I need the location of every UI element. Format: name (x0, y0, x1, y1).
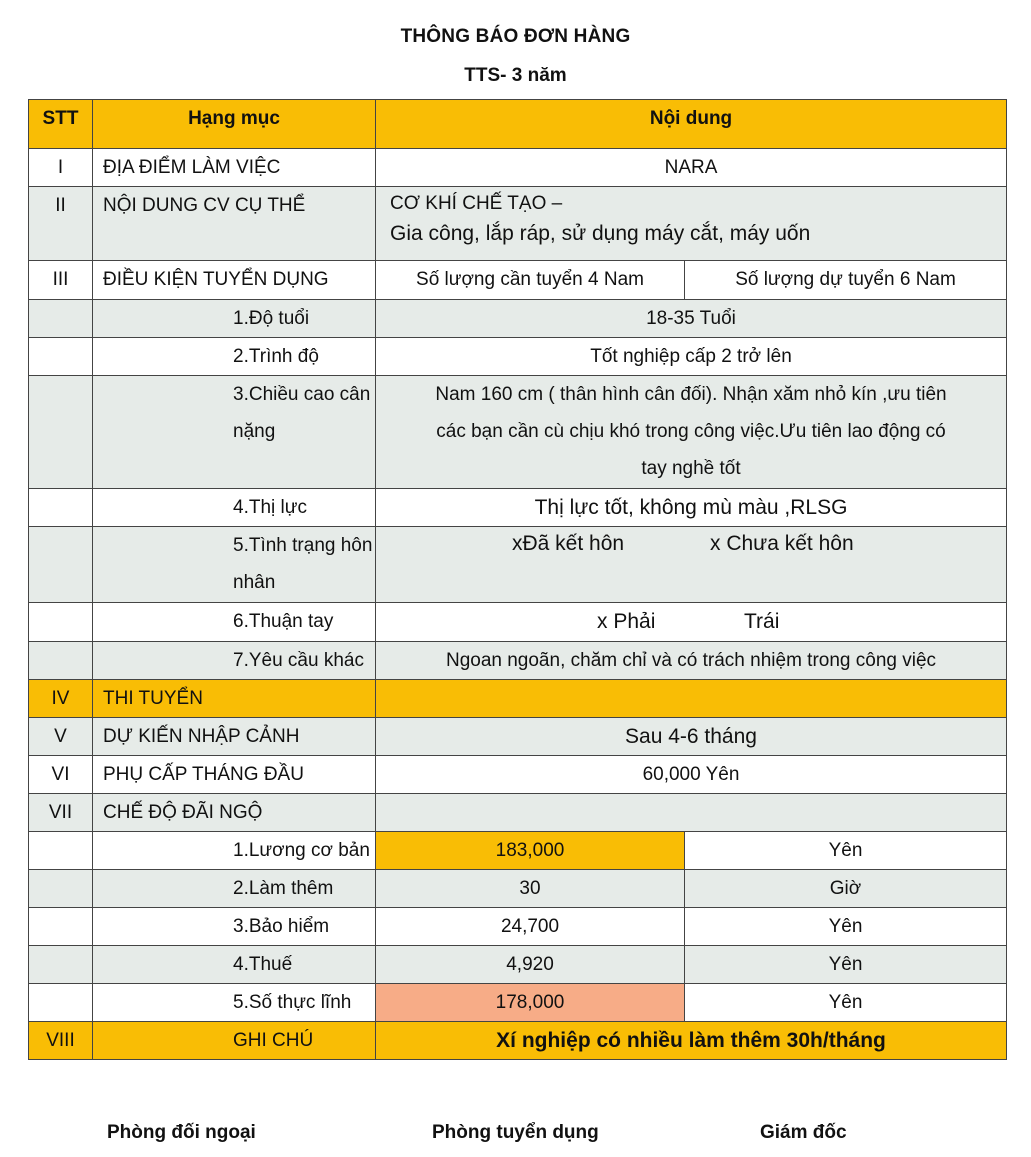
row-salary (29, 832, 1007, 870)
stt-cell: VII (29, 794, 93, 832)
label-cell: 3.Bảo hiểm (93, 908, 376, 946)
stt-cell (29, 527, 93, 603)
value-cell (376, 680, 1007, 718)
value-cell: CƠ KHÍ CHẾ TẠO – Gia công, lắp ráp, sử dụng máy cắt, máy uốn (376, 187, 1007, 261)
label-cell: 1.Độ tuổi (93, 300, 376, 338)
need-cell: Số lượng cần tuyển 4 Nam (376, 261, 685, 300)
row-conditions (29, 261, 1007, 300)
row-note (29, 1022, 1007, 1060)
stt-cell: II (29, 187, 93, 261)
order-table (28, 99, 1007, 1060)
label-cell: 5.Tình trạng hôn nhân (93, 527, 376, 603)
label-cell: ĐỊA ĐIỂM LÀM VIỆC (93, 149, 376, 187)
stt-cell (29, 984, 93, 1022)
row-exam (29, 680, 1007, 718)
row-other (29, 642, 1007, 680)
header-stt: STT (29, 100, 93, 149)
stt-cell (29, 642, 93, 680)
amount-cell: 178,000 (376, 984, 685, 1022)
header-content: Nội dung (376, 100, 1007, 149)
amount-cell: 30 (376, 870, 685, 908)
document-title: THÔNG BÁO ĐƠN HÀNG (400, 26, 631, 47)
unit-cell: Yên (685, 946, 1007, 984)
row-job (29, 187, 1007, 261)
row-age (29, 300, 1007, 338)
label-cell: NỘI DUNG CV CỤ THỂ (93, 187, 376, 261)
value-cell: Tốt nghiệp cấp 2 trở lên (376, 338, 1007, 376)
stt-cell (29, 603, 93, 642)
label-cell: CHẾ ĐỘ ĐÃI NGỘ (93, 794, 376, 832)
stt-cell: VIII (29, 1022, 93, 1060)
label-cell: 4.Thuế (93, 946, 376, 984)
table-header-row (29, 100, 1007, 149)
right-hand-option: x Phải (597, 610, 656, 633)
amount-cell: 4,920 (376, 946, 685, 984)
unit-cell: Yên (685, 908, 1007, 946)
row-tax (29, 946, 1007, 984)
left-hand-option: Trái (744, 610, 780, 633)
label-cell: 2.Trình độ (93, 338, 376, 376)
label-cell: THI TUYỂN (93, 680, 376, 718)
row-allowance (29, 756, 1007, 794)
stt-cell: IV (29, 680, 93, 718)
row-benefits (29, 794, 1007, 832)
stt-cell: VI (29, 756, 93, 794)
label-cell: 6.Thuận tay (93, 603, 376, 642)
signature-foreign-affairs: Phòng đối ngoại (107, 1122, 256, 1143)
unit-cell: Giờ (685, 870, 1007, 908)
stt-cell: I (29, 149, 93, 187)
amount-cell: 24,700 (376, 908, 685, 946)
signature-recruitment: Phòng tuyển dụng (432, 1122, 599, 1143)
label-cell: 1.Lương cơ bản (93, 832, 376, 870)
value-cell: 18-35 Tuổi (376, 300, 1007, 338)
stt-cell (29, 946, 93, 984)
label-cell: PHỤ CẤP THÁNG ĐẦU (93, 756, 376, 794)
row-net (29, 984, 1007, 1022)
stt-cell (29, 489, 93, 527)
value-cell: Nam 160 cm ( thân hình cân đối). Nhận xăm nhỏ kín ,ưu tiên các bạn cần cù chịu khó trong công việc.Ưu tiên lao động có tay nghề tốt (376, 376, 1007, 489)
row-hand (29, 603, 1007, 642)
value-cell: Thị lực tốt, không mù màu ,RLSG (376, 489, 1007, 527)
row-education (29, 338, 1007, 376)
stt-cell (29, 300, 93, 338)
label-cell: GHI CHÚ (93, 1022, 376, 1060)
label-cell: 3.Chiều cao cân nặng (93, 376, 376, 489)
row-location (29, 149, 1007, 187)
stt-cell (29, 832, 93, 870)
note-value-cell: Xí nghiệp có nhiều làm thêm 30h/tháng (376, 1022, 1007, 1060)
label-cell: 7.Yêu cầu khác (93, 642, 376, 680)
row-vision (29, 489, 1007, 527)
row-overtime (29, 870, 1007, 908)
signature-director: Giám đốc (760, 1122, 847, 1143)
document-subtitle: TTS- 3 năm (464, 65, 567, 86)
stt-cell (29, 338, 93, 376)
candidates-cell: Số lượng dự tuyển 6 Nam (685, 261, 1007, 300)
value-cell: Ngoan ngoãn, chăm chỉ và có trách nhiệm trong công việc (376, 642, 1007, 680)
row-entry (29, 718, 1007, 756)
stt-cell (29, 376, 93, 489)
label-cell: 5.Số thực lĩnh (93, 984, 376, 1022)
row-insurance (29, 908, 1007, 946)
row-marital (29, 527, 1007, 603)
stt-cell (29, 908, 93, 946)
value-cell: 60,000 Yên (376, 756, 1007, 794)
value-cell (376, 603, 1007, 642)
stt-cell: III (29, 261, 93, 300)
row-height (29, 376, 1007, 489)
unit-cell: Yên (685, 984, 1007, 1022)
stt-cell (29, 870, 93, 908)
married-option: xĐã kết hôn (512, 532, 625, 555)
single-option: x Chưa kết hôn (710, 532, 854, 555)
value-cell (376, 527, 1007, 603)
label-cell: 4.Thị lực (93, 489, 376, 527)
amount-cell: 183,000 (376, 832, 685, 870)
label-cell: ĐIỀU KIỆN TUYỂN DỤNG (93, 261, 376, 300)
label-cell: 2.Làm thêm (93, 870, 376, 908)
value-cell: NARA (376, 149, 1007, 187)
stt-cell: V (29, 718, 93, 756)
header-item: Hạng mục (93, 100, 376, 149)
unit-cell: Yên (685, 832, 1007, 870)
value-cell (376, 794, 1007, 832)
value-cell: Sau 4-6 tháng (376, 718, 1007, 756)
label-cell: DỰ KIẾN NHẬP CẢNH (93, 718, 376, 756)
